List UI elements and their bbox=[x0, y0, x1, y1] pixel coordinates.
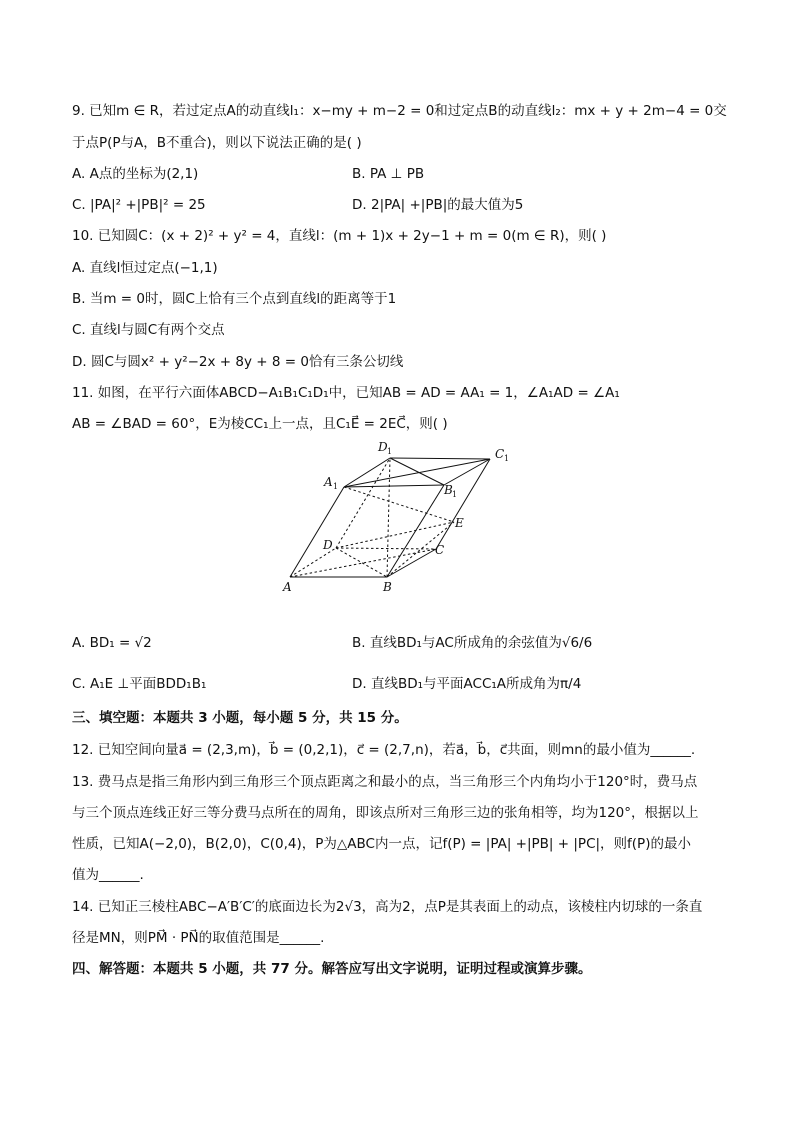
question-9-stem-line2: 于点P(P与A，B不重合)，则以下说法正确的是( ) bbox=[72, 135, 362, 151]
question-11-option-b: B. 直线BD₁与AC所成角的余弦值为√6/6 bbox=[352, 635, 593, 651]
section-3-heading: 三、填空题：本题共 3 小题，每小题 5 分，共 15 分。 bbox=[72, 710, 408, 726]
question-11-option-d: D. 直线BD₁与平面ACC₁A所成角为π/4 bbox=[352, 676, 582, 692]
label-b1: B bbox=[444, 483, 453, 497]
section-4-heading: 四、解答题：本题共 5 小题，共 77 分。解答应写出文字说明，证明过程或演算步骤。 bbox=[72, 961, 592, 977]
label-d1-subscript: 1 bbox=[387, 447, 393, 456]
question-14-line2: 径是MN，则PM⃗ · PN⃗的取值范围是______. bbox=[72, 930, 325, 946]
label-a1-subscript: 1 bbox=[333, 482, 339, 491]
question-13-line3: 性质，已知A(−2,0)，B(2,0)，C(0,4)，P为△ABC内一点，记f(P) = |PA| +|PB| + |PC|，则f(P)的最小 bbox=[72, 836, 691, 852]
question-10-option-d: D. 圆C与圆x² + y²−2x + 8y + 8 = 0恰有三条公切线 bbox=[72, 354, 404, 370]
label-e: E bbox=[455, 516, 464, 530]
label-c: C bbox=[435, 543, 445, 557]
question-11-option-c: C. A₁E ⊥平面BDD₁B₁ bbox=[72, 676, 207, 692]
question-11-stem-line1: 11. 如图，在平行六面体ABCD−A₁B₁C₁D₁中，已知AB = AD = AA₁ = 1，∠A₁AD = ∠A₁ bbox=[72, 385, 620, 401]
label-b: B bbox=[383, 580, 392, 594]
label-a: A bbox=[283, 580, 292, 594]
label-c1: C bbox=[495, 447, 505, 461]
question-13-line2: 与三个顶点连线正好三等分费马点所在的周角，即该点所对三角形三边的张角相等，均为120°，根据以上 bbox=[72, 805, 699, 821]
label-d: D bbox=[323, 538, 333, 552]
question-12: 12. 已知空间向量a⃗ = (2,3,m)，b⃗ = (0,2,1)，c⃗ = (2,7,n)，若a⃗，b⃗，c⃗共面，则mn的最小值为______. bbox=[72, 742, 696, 758]
question-11-option-a: A. BD₁ = √2 bbox=[72, 635, 152, 651]
question-11-stem-line2: AB = ∠BAD = 60°，E为棱CC₁上一点，且C₁E⃗ = 2EC⃗，则( ) bbox=[72, 416, 448, 432]
question-10-stem: 10. 已知圆C：(x + 2)² + y² = 4，直线l：(m + 1)x + 2y−1 + m = 0(m ∈ R)，则( ) bbox=[72, 228, 607, 244]
question-10-option-c: C. 直线l与圆C有两个交点 bbox=[72, 322, 225, 338]
question-9-option-c: C. |PA|² +|PB|² = 25 bbox=[72, 197, 206, 213]
question-9-option-a: A. A点的坐标为(2,1) bbox=[72, 166, 199, 182]
question-9-stem-line1: 9. 已知m ∈ R，若过定点A的动直线l₁：x−my + m−2 = 0和过定点B的动直线l₂：mx + y + 2m−4 = 0交 bbox=[72, 103, 727, 119]
question-9-option-d: D. 2|PA| +|PB|的最大值为5 bbox=[352, 197, 524, 213]
label-c1-subscript: 1 bbox=[504, 454, 510, 463]
question-14-line1: 14. 已知正三棱柱ABC−A′B′C′的底面边长为2√3，高为2，点P是其表面上的动点，该棱柱内切球的一条直 bbox=[72, 899, 703, 915]
label-a1: A bbox=[324, 475, 333, 489]
label-d1: D bbox=[378, 440, 388, 454]
parallelepiped-figure bbox=[280, 436, 520, 596]
question-13-line1: 13. 费马点是指三角形内到三角形三个顶点距离之和最小的点，当三角形三个内角均小于120°时，费马点 bbox=[72, 774, 698, 790]
question-10-option-b: B. 当m = 0时，圆C上恰有三个点到直线l的距离等于1 bbox=[72, 291, 397, 307]
question-10-option-a: A. 直线l恒过定点(−1,1) bbox=[72, 260, 218, 276]
label-b1-subscript: 1 bbox=[452, 490, 458, 499]
question-13-line4: 值为______. bbox=[72, 867, 144, 883]
question-9-option-b: B. PA ⊥ PB bbox=[352, 166, 425, 182]
